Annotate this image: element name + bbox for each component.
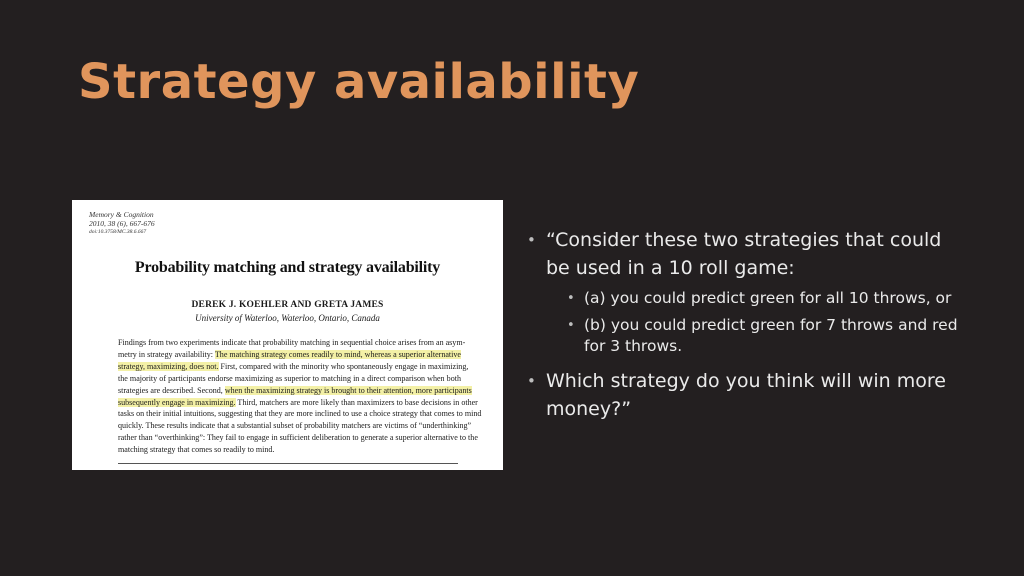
sub-bullet-item (546, 288, 967, 309)
bullet-item (527, 226, 967, 357)
journal-citation (89, 210, 155, 237)
bullet-list (527, 226, 967, 423)
bullet-marker: • (527, 231, 536, 249)
paper-affiliation: University of Waterloo, Waterloo, Ontario, Canada (195, 313, 380, 323)
abstract-text: tasks on their initial intuitions, suggesting that they are more inclined to use a choice strategy that comes to mind (118, 409, 482, 419)
abstract-line (118, 385, 472, 397)
bullet-text: Which strategy do you think will win more money?” (546, 370, 946, 420)
abstract-text: the majority of participants endorse maximizing as superior to matching in a direct comparison when both (118, 373, 461, 383)
abstract-line (118, 361, 469, 373)
paper-authors: DEREK J. KOEHLER AND GRETA JAMES (191, 300, 384, 310)
abstract-highlight: strategy, maximizing, does not. (118, 361, 219, 371)
abstract-line (118, 444, 461, 456)
abstract-text: metry in strategy availability: (118, 349, 215, 359)
abstract-line (118, 349, 461, 361)
abstract-text: rather than “overthinking”: They fail to engage in sufficient deliberation to generate a superior alternative to the (118, 433, 478, 443)
abstract-line (118, 337, 466, 349)
sub-bullet-item (546, 315, 967, 357)
abstract-text: quickly. These results indicate that a substantial subset of probability matchers are victims of “underthinking” (118, 421, 472, 431)
abstract-line (118, 397, 478, 409)
bullet-marker: • (527, 372, 536, 390)
journal-name: Memory & Cognition (89, 210, 154, 219)
sub-bullet-text: (a) you could predict green for all 10 throws, or (584, 289, 952, 307)
sub-bullet-list (546, 288, 967, 357)
abstract-line (118, 408, 482, 420)
slide-title: Strategy availability (78, 54, 640, 110)
abstract-line (118, 420, 472, 432)
bullet-marker: • (567, 318, 575, 333)
abstract-text: First, compared with the minority who spontaneously engage in maximizing, (218, 361, 469, 371)
abstract-highlight: The matching strategy comes readily to mind, whereas a superior alternative (214, 349, 462, 359)
abstract-highlight: subsequently engage in maximizing. (118, 397, 236, 407)
abstract-line (118, 432, 478, 444)
paper-abstract (118, 337, 482, 456)
footer-rule (118, 463, 458, 464)
abstract-text: Findings from two experiments indicate that probability matching in sequential choice arises from an asym- (118, 338, 466, 347)
sub-bullet-text: (b) you could predict green for 7 throws and red for 3 throws. (584, 316, 958, 355)
abstract-text: Third, matchers are more likely than maximizers to base decisions in other (235, 397, 478, 407)
bullet-text: “Consider these two strategies that could be used in a 10 roll game: (546, 229, 942, 279)
abstract-text: matching strategy that comes so readily to mind. (118, 445, 275, 455)
abstract-line (118, 373, 461, 385)
bullet-marker: • (567, 291, 575, 306)
abstract-text: strategies are described. Second, (118, 385, 225, 395)
journal-doi: doi:10.3758/MC.38.6.667 (89, 229, 147, 235)
journal-issue: 2010, 38 (6), 667-676 (89, 219, 155, 228)
paper-title: Probability matching and strategy availability (134, 259, 441, 276)
abstract-highlight: when the maximizing strategy is brought to their attention, more participants (224, 385, 472, 395)
bullet-item (527, 367, 967, 423)
paper-screenshot (72, 200, 503, 470)
